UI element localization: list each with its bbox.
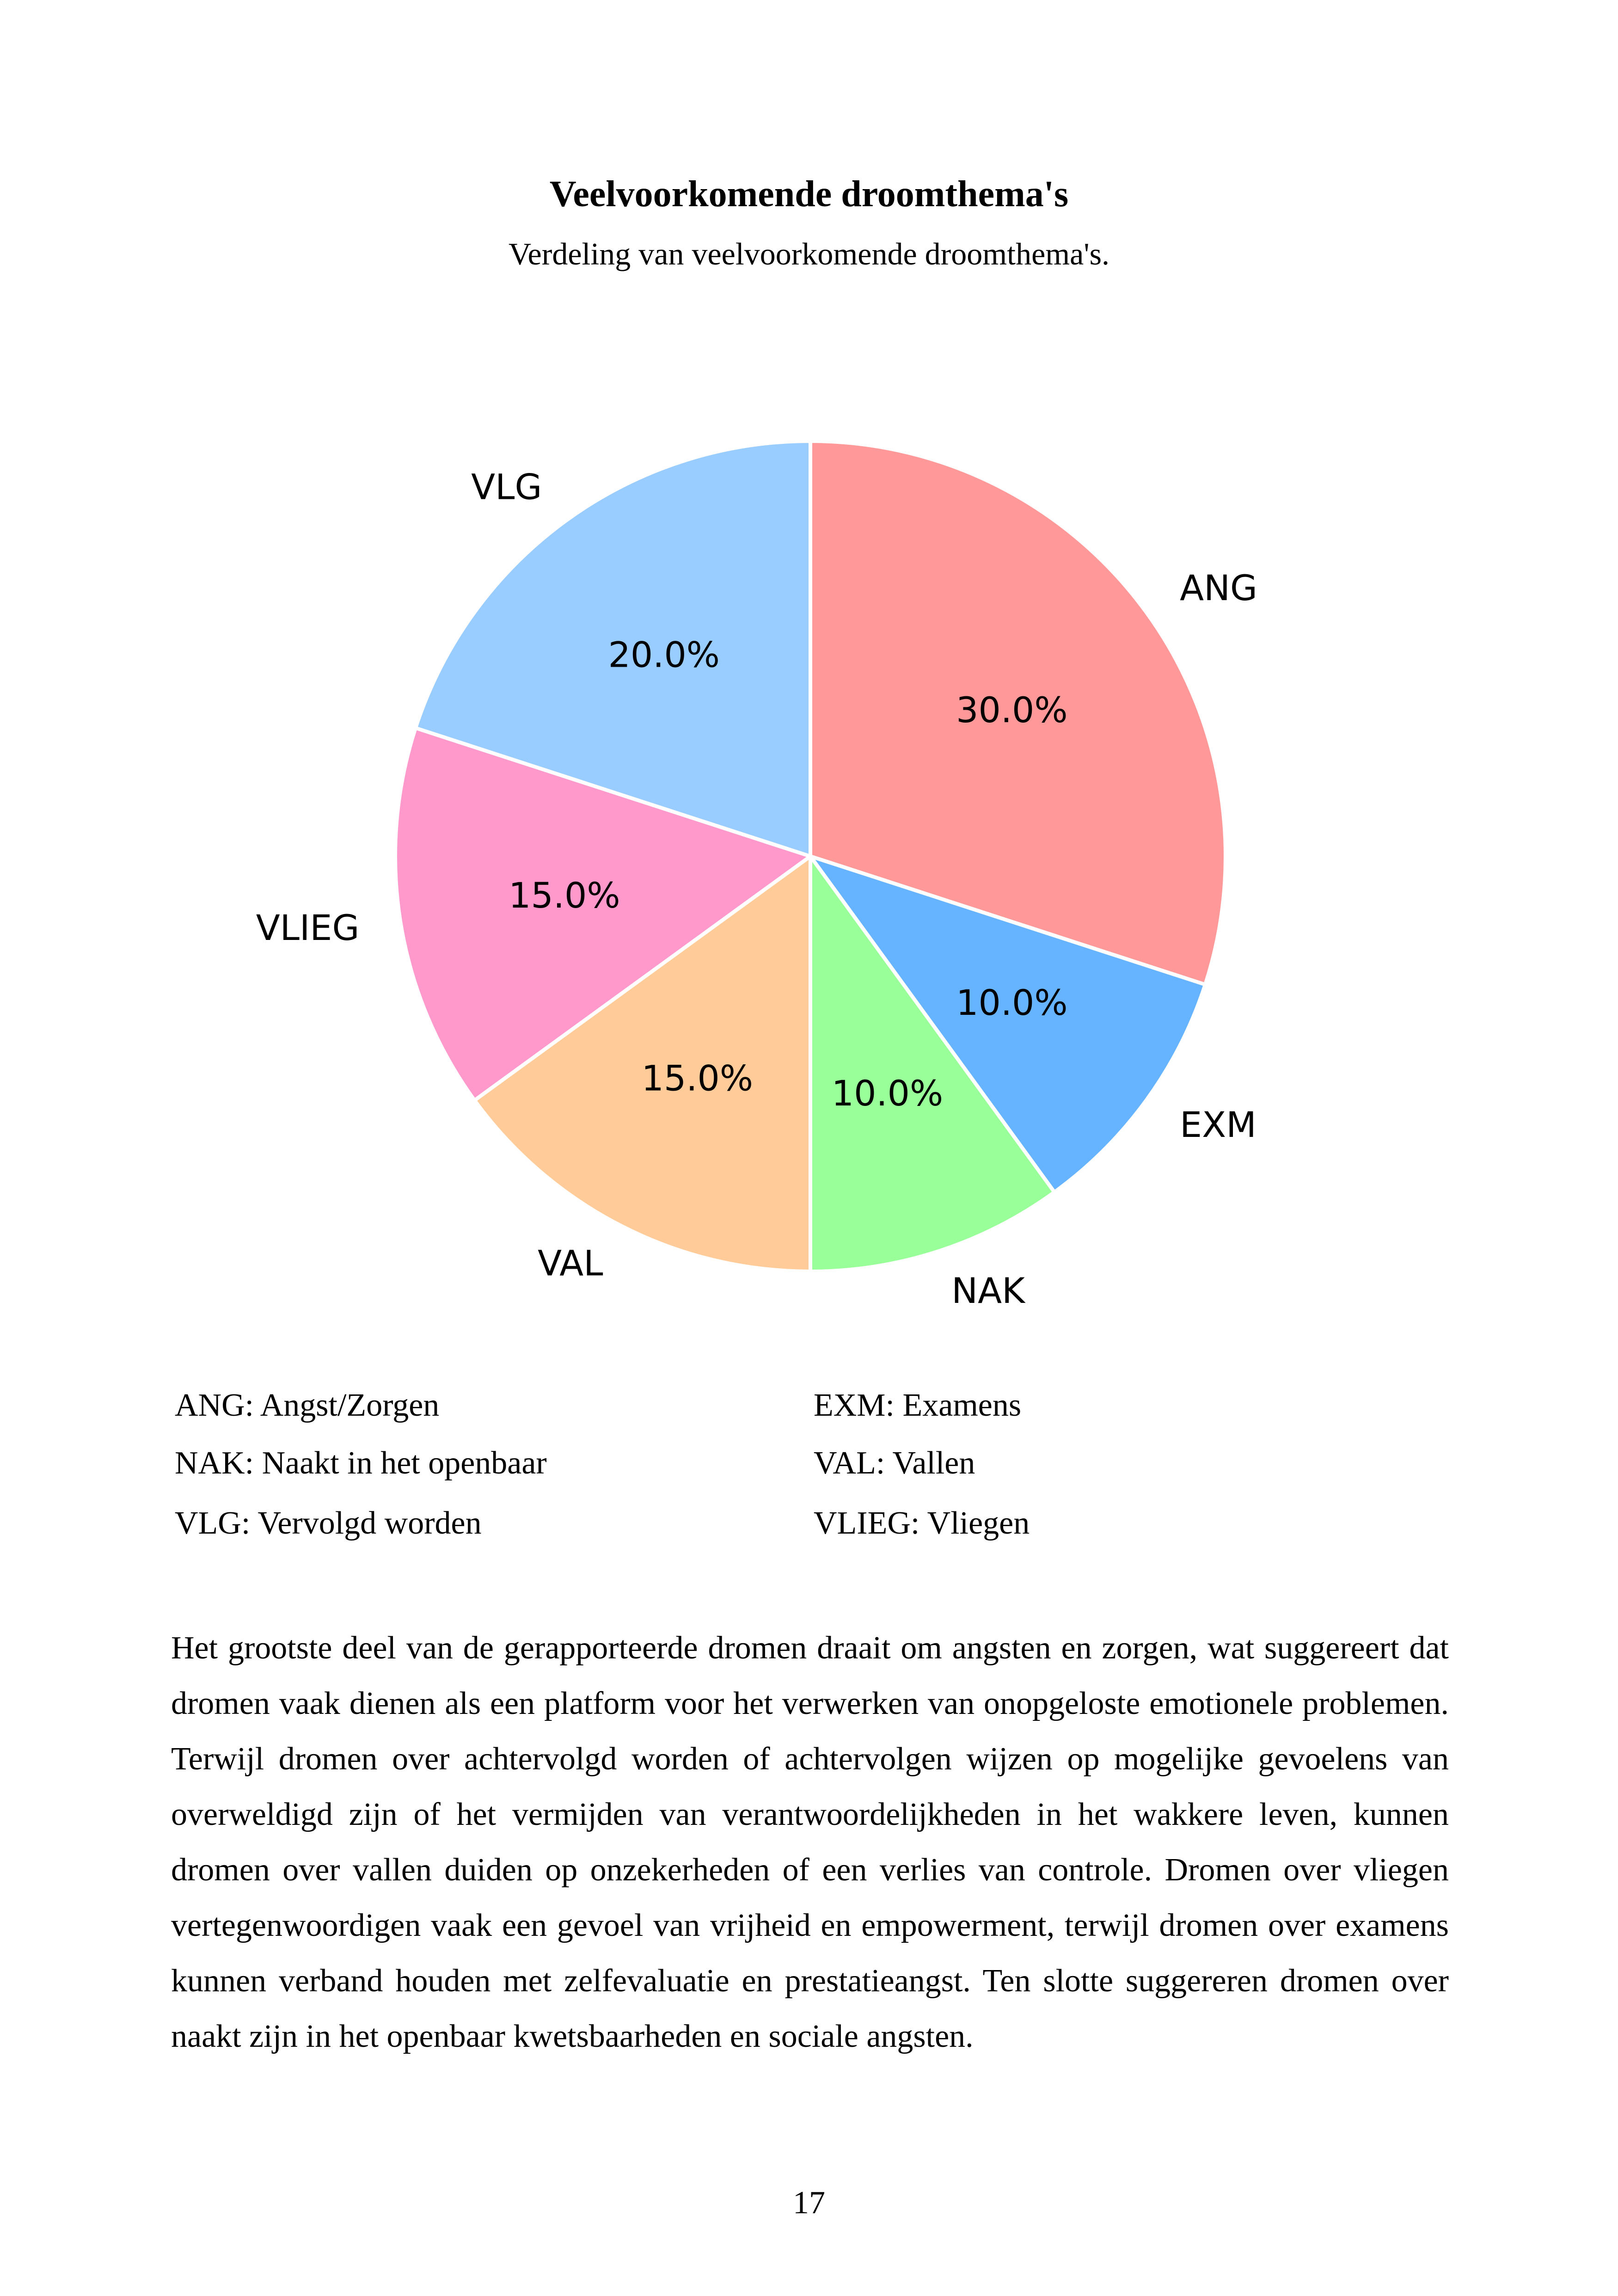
chart-title: Veelvoorkomende droomthema's [549, 174, 1069, 215]
category-label-val: VAL [538, 1242, 603, 1284]
percent-label-nak: 10.0% [831, 1072, 944, 1114]
category-label-vlieg: VLIEG [256, 907, 360, 949]
body-paragraph: Het grootste deel van de gerapporteerde dromen draait om angsten en zorgen, wat suggereert dat dromen vaak dienen als een platform voor het verwerken van onopgeloste emotionele problemen. Terwijl dromen over achtervolgd worden of achtervolgen wijzen op mogelijke gevoelens van overweldigd zijn of het vermijden van verantwoordelijkheden in het wakkere leven, kunnen dromen over vallen duiden op onzekerheden of een verlies van controle. Dromen over vliegen vertegenwoordigen vaak een gevoel van vrijheid en empowerment, terwijl dromen over examens kunnen verband houden met zelfevaluatie en prestatieangst. Ten slotte suggereren dromen over naakt zijn in het openbaar kwetsbaarheden en sociale angsten. [171, 1630, 1449, 2054]
legend-item-vlieg: VLIEG: Vliegen [814, 1505, 1030, 1541]
legend-item-vlg: VLG: Vervolgd worden [175, 1505, 482, 1541]
page-number: 17 [793, 2185, 825, 2221]
percent-label-exm: 10.0% [956, 982, 1068, 1024]
legend-item-val: VAL: Vallen [814, 1445, 975, 1481]
percent-label-vlieg: 15.0% [509, 874, 620, 916]
percent-label-val: 15.0% [641, 1057, 754, 1099]
legend-item-exm: EXM: Examens [814, 1387, 1022, 1423]
pie-slices [395, 441, 1226, 1271]
category-label-exm: EXM [1180, 1104, 1256, 1146]
category-label-ang: ANG [1180, 567, 1257, 608]
percent-label-ang: 30.0% [956, 689, 1068, 731]
category-label-vlg: VLG [471, 466, 542, 508]
percent-label-vlg: 20.0% [608, 634, 720, 675]
legend-item-nak: NAK: Naakt in het openbaar [175, 1445, 547, 1481]
category-label-nak: NAK [951, 1270, 1025, 1311]
legend-item-ang: ANG: Angst/Zorgen [175, 1387, 440, 1423]
chart-subtitle: Verdeling van veelvoorkomende droomthema's. [508, 236, 1110, 271]
